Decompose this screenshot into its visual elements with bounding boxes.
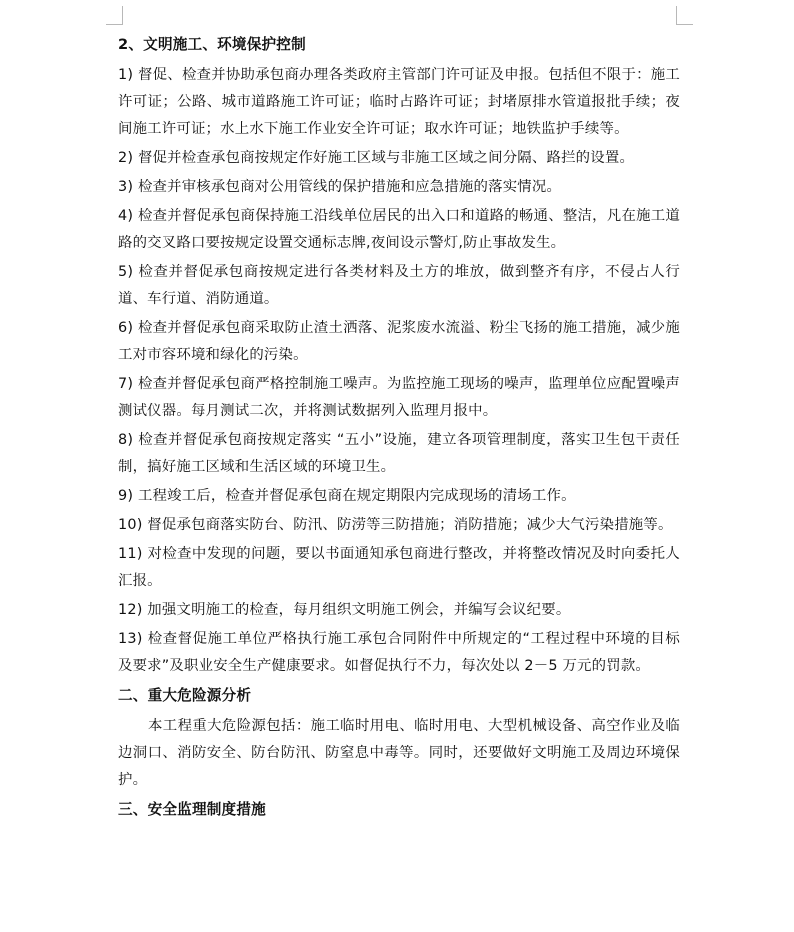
section-heading-hazard-analysis: 二、重大危险源分析 [118, 687, 252, 704]
list-item: 9) 工程竣工后，检查并督促承包商在规定期限内完成现场的清场工作。 [118, 488, 576, 504]
list-item: 1) 督促、检查并协助承包商办理各类政府主管部门许可证及申报。包括但不限于：施工许可证；公路、城市道路施工许可证；临时占路许可证；封堵原排水管道报批手续；夜间施工许可证；水上水下施工作业安全许可证；取水许可证；地铁监护手续等。 [118, 67, 680, 137]
list-item: 7) 检查并督促承包商严格控制施工噪声。为监控施工现场的噪声，监理单位应配置噪声测试仪器。每月测试二次，并将测试数据列入监理月报中。 [118, 376, 680, 419]
list-item: 11) 对检查中发现的问题，要以书面通知承包商进行整改，并将整改情况及时向委托人汇报。 [118, 546, 680, 589]
list-item: 13) 检查督促施工单位严格执行施工承包合同附件中所规定的“工程过程中环境的目标及要求”及职业安全生产健康要求。如督促执行不力，每次处以 2－5 万元的罚款。 [118, 631, 680, 674]
page-corner-mark-top-right [676, 6, 693, 25]
list-item: 12) 加强文明施工的检查，每月组织文明施工例会，并编写会议纪要。 [118, 602, 571, 618]
section-heading-safety-measures: 三、安全监理制度措施 [118, 801, 266, 818]
list-item: 3) 检查并审核承包商对公用管线的保护措施和应急措施的落实情况。 [118, 179, 562, 195]
document-page [118, 31, 680, 827]
list-item: 10) 督促承包商落实防台、防汛、防涝等三防措施；消防措施；减少大气污染措施等。 [118, 517, 673, 533]
list-item: 8) 检查并督促承包商按规定落实 “五小”设施，建立各项管理制度，落实卫生包干责任制，搞好施工区域和生活区域的环境卫生。 [118, 432, 680, 475]
list-item: 6) 检查并督促承包商采取防止渣土洒落、泥浆废水流溢、粉尘飞扬的施工措施，减少施工对市容环境和绿化的污染。 [118, 320, 680, 363]
list-item: 2) 督促并检查承包商按规定作好施工区域与非施工区域之间分隔、路拦的设置。 [118, 150, 635, 166]
list-item: 5) 检查并督促承包商按规定进行各类材料及土方的堆放，做到整齐有序，不侵占人行道、车行道、消防通道。 [118, 264, 680, 307]
section-heading-civilized-construction: 2、文明施工、环境保护控制 [118, 36, 306, 53]
list-item: 4) 检查并督促承包商保持施工沿线单位居民的出入口和道路的畅通、整洁，凡在施工道路的交叉路口要按规定设置交通标志牌,夜间设示警灯,防止事故发生。 [118, 208, 680, 251]
hazard-paragraph: 本工程重大危险源包括：施工临时用电、临时用电、大型机械设备、高空作业及临边洞口、消防安全、防台防汛、防窒息中毒等。同时，还要做好文明施工及周边环境保护。 [118, 718, 680, 788]
page-corner-mark-top-left [106, 6, 123, 25]
